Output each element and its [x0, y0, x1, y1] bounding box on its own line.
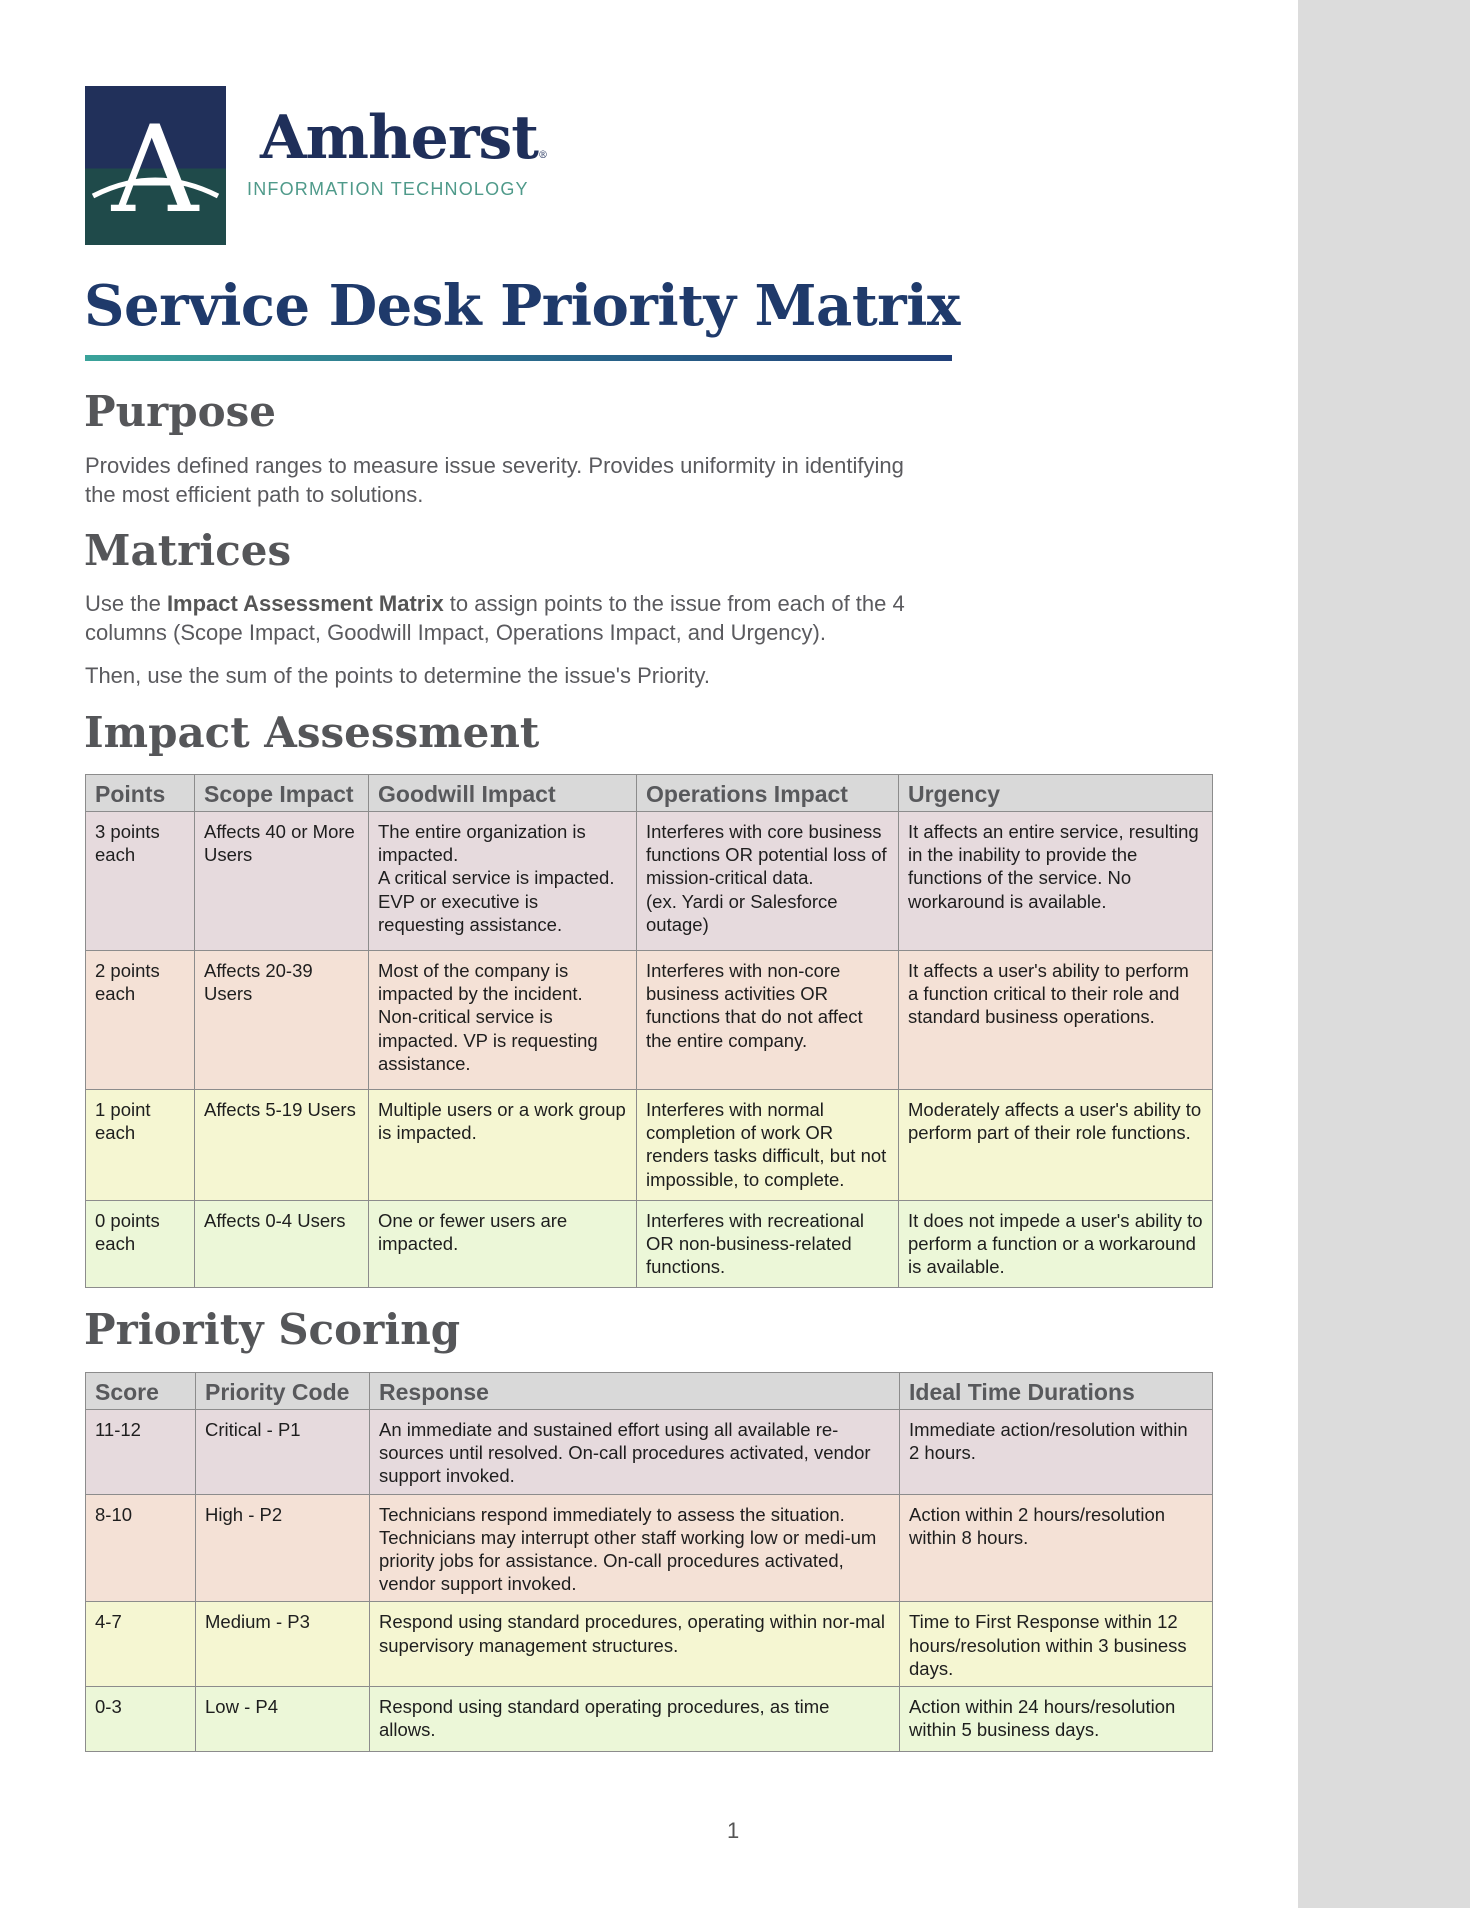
response-cell: Respond using standard procedures, operating within nor-mal supervisory management structures. — [370, 1602, 900, 1687]
wordmark-subtitle: INFORMATION TECHNOLOGY — [247, 179, 529, 199]
amherst-wordmark — [260, 103, 547, 173]
header-urgency: Urgency — [899, 775, 1213, 812]
response-cell: Respond using standard operating procedures, as time allows. — [370, 1687, 900, 1752]
scope-cell: Affects 0-4 Users — [195, 1201, 369, 1288]
priority-code-cell: High - P2 — [196, 1494, 370, 1602]
table-row — [86, 812, 1213, 951]
operations-line: (ex. Yardi or Salesforce outage) — [646, 890, 838, 935]
table-row — [86, 1201, 1213, 1288]
operations-cell — [637, 951, 899, 1090]
goodwill-line: Most of the company is impacted by the incident. Non-critical service is impacted. VP is requesting assistance. — [378, 960, 598, 1074]
goodwill-cell — [369, 951, 637, 1090]
response-cell: Technicians respond immediately to assess the situation. Technicians may interrupt other staff working low or medi-um priority jobs for assistance. On-call procedures activated, vendor support invoked. — [370, 1494, 900, 1602]
goodwill-cell — [369, 1090, 637, 1201]
instruction-text-continued: to assign points to the issue from each of the 4 columns (Scope Impact, Goodwill Impact, Operations Impact, and Urgency). — [85, 591, 905, 645]
table-row — [86, 1602, 1213, 1687]
matrices-instructions — [85, 589, 965, 647]
scope-cell: Affects 5-19 Users — [195, 1090, 369, 1201]
priority-header-row — [86, 1373, 1213, 1410]
instruction-bold-text: Impact Assessment Matrix — [166, 591, 444, 616]
header-goodwill-impact: Goodwill Impact — [369, 775, 637, 812]
goodwill-line: Multiple users or a work group is impacted. — [378, 1099, 626, 1144]
matrices-sum-text: Then, use the sum of the points to determine the issue's Priority. — [85, 663, 710, 688]
instruction-text: Use the — [85, 591, 167, 616]
urgency-cell: It does not impede a user's ability to perform a function or a workaround is available. — [899, 1201, 1213, 1288]
score-cell: 0-3 — [86, 1687, 196, 1752]
response-cell: An immediate and sustained effort using all available re-sources until resolved. On-call procedures activated, vendor support invoked. — [370, 1410, 900, 1495]
time-cell: Action within 24 hours/resolution within 5 business days. — [900, 1687, 1213, 1752]
table-row — [86, 1494, 1213, 1602]
registered-mark: ® — [537, 150, 547, 161]
goodwill-line: EVP or executive is requesting assistance. — [378, 890, 563, 935]
time-cell: Time to First Response within 12 hours/resolution within 3 business days. — [900, 1602, 1213, 1687]
impact-header-row — [86, 775, 1213, 812]
goodwill-cell — [369, 812, 637, 951]
letter-a-logo-icon — [85, 86, 226, 245]
title-underline — [85, 355, 952, 361]
logo-letter: A — [111, 101, 199, 240]
table-row — [86, 951, 1213, 1090]
table-row — [86, 1687, 1213, 1752]
operations-cell — [637, 812, 899, 951]
impact-assessment-table — [85, 774, 1213, 1288]
page-title: Service Desk Priority Matrix — [84, 273, 960, 339]
header-response: Response — [370, 1373, 900, 1410]
time-cell: Action within 2 hours/resolution within 8 hours. — [900, 1494, 1213, 1602]
points-cell: 3 points each — [86, 812, 195, 951]
operations-cell — [637, 1090, 899, 1201]
goodwill-line: The entire organization is impacted. — [378, 821, 586, 866]
goodwill-line: One or fewer users are impacted. — [378, 1210, 568, 1255]
operations-line: Interferes with recreational OR non-business-related functions. — [646, 1210, 864, 1278]
priority-code-cell: Low - P4 — [196, 1687, 370, 1752]
scope-cell: Affects 40 or More Users — [195, 812, 369, 951]
matrices-heading: Matrices — [84, 526, 292, 575]
points-cell: 0 points each — [86, 1201, 195, 1288]
purpose-heading: Purpose — [84, 387, 276, 436]
table-row — [86, 1410, 1213, 1495]
header-ideal-time: Ideal Time Durations — [900, 1373, 1213, 1410]
priority-code-cell: Critical - P1 — [196, 1410, 370, 1495]
goodwill-cell — [369, 1201, 637, 1288]
operations-line: Interferes with normal completion of work OR renders tasks difficult, but not impossible, to complete. — [646, 1099, 887, 1190]
priority-scoring-table — [85, 1372, 1213, 1752]
urgency-cell: It affects a user's ability to perform a function critical to their role and standard business operations. — [899, 951, 1213, 1090]
table-row — [86, 1090, 1213, 1201]
score-cell: 8-10 — [86, 1494, 196, 1602]
scope-cell: Affects 20-39 Users — [195, 951, 369, 1090]
time-cell: Immediate action/resolution within 2 hours. — [900, 1410, 1213, 1495]
urgency-cell: Moderately affects a user's ability to perform part of their role functions. — [899, 1090, 1213, 1201]
page-number: 1 — [727, 1818, 740, 1843]
points-cell: 1 point each — [86, 1090, 195, 1201]
goodwill-line: A critical service is impacted. — [378, 867, 615, 889]
impact-heading: Impact Assessment — [84, 708, 540, 757]
operations-line: Interferes with core business functions OR potential loss of mission-critical data. — [646, 821, 887, 889]
priority-scoring-heading: Priority Scoring — [84, 1305, 461, 1354]
urgency-cell: It affects an entire service, resulting in the inability to provide the functions of the service. No workaround is available. — [899, 812, 1213, 951]
points-cell: 2 points each — [86, 951, 195, 1090]
operations-line: Interferes with non-core business activities OR functions that do not affect the entire company. — [646, 960, 863, 1051]
wordmark-text: Amherst — [260, 103, 538, 173]
header-operations-impact: Operations Impact — [637, 775, 899, 812]
score-cell: 11-12 — [86, 1410, 196, 1495]
operations-cell — [637, 1201, 899, 1288]
header-priority-code: Priority Code — [196, 1373, 370, 1410]
header-scope-impact: Scope Impact — [195, 775, 369, 812]
score-cell: 4-7 — [86, 1602, 196, 1687]
header-score: Score — [86, 1373, 196, 1410]
amherst-logo — [85, 86, 226, 245]
header-points: Points — [86, 775, 195, 812]
purpose-text: Provides defined ranges to measure issue severity. Provides uniformity in identifying the most efficient path to solutions. — [85, 453, 904, 507]
priority-code-cell: Medium - P3 — [196, 1602, 370, 1687]
